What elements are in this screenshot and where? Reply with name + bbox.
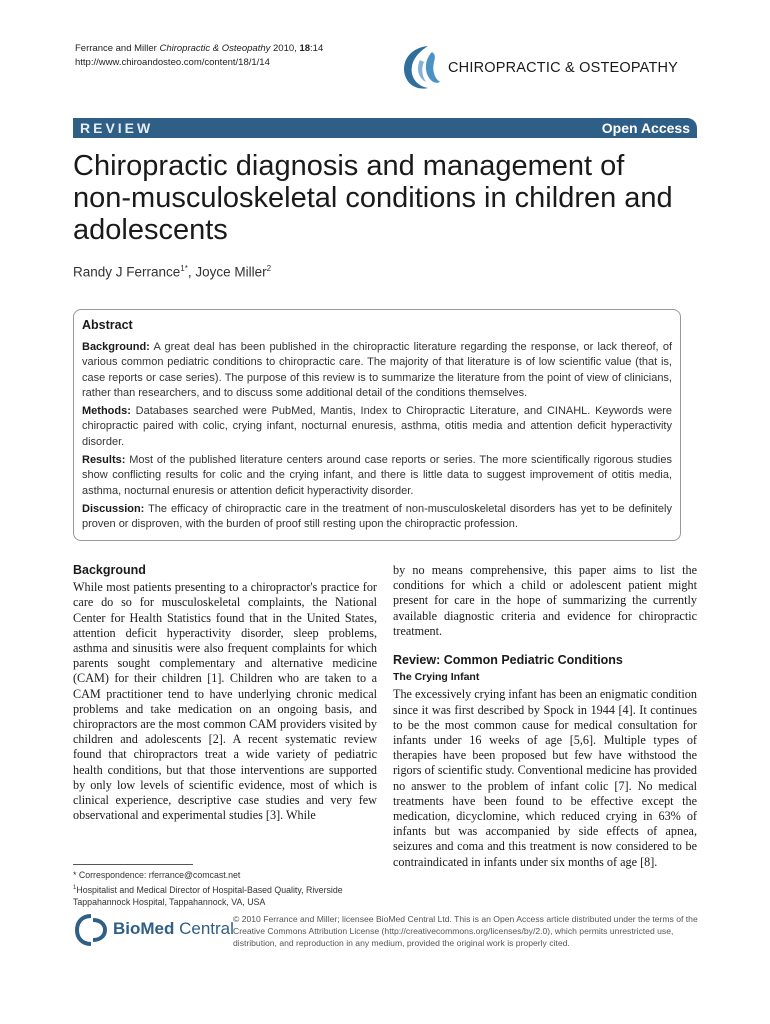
author-name[interactable]: Joyce Miller	[195, 264, 267, 280]
publisher-name: BioMed Central	[113, 919, 234, 938]
abstract-background: Background: A great deal has been published in the chiropractic literature regarding the response, or lack thereof, of various common pediatric conditions to chiropractic care. The majority of that literature is of low scientific value (that is, case reports or case series). The purpose of this review is to summarize the literature from the point of view of clinicians, rather than researchers, and to discuss some additional detail of the conditions themselves.	[82, 341, 672, 399]
citation-journal: Chiropractic & Osteopathy	[159, 43, 271, 54]
license-statement: © 2010 Ferrance and Miller; licensee BioMed Central Ltd. This is an Open Access article distributed under the terms of the Creative Commons Attribution License (http://creativecommons.org/licenses/by/2.0), which permits unrestricted use, distribution, and reproduction in any medium, provided the original work is properly cited.	[233, 914, 698, 948]
crying-infant-paragraph: The excessively crying infant has been an enigmatic condition since it was first described by Spock in 1944 [4]. It continues to be the most common cause for medical consultation for infants under 16 weeks of age [5,6]. Multiple types of therapies have been proposed but few have withstood the rigors of scientific study. Conventional medicine has provided no answer to the problem of infant colic [7]. No medical treatments have been found to be effective except the medication, dicyclomine, which reduced crying in 63% of infants but was accompanied by side effects of apnea, seizures and coma and this treatment is now considered to be contraindicated in infants under six months of age [8].	[393, 687, 697, 869]
intro-paragraph-continued: by no means comprehensive, this paper aims to list the conditions for which a child or adolescent patient might present for care in the hope of summarizing the currently available diagnostic criteria and evidence for chiropractic treatment.	[393, 563, 697, 638]
biomed-central-logo-icon	[75, 914, 109, 946]
citation-line: Ferrance and Miller Chiropractic & Osteopathy 2010, 18:14	[75, 43, 324, 54]
article-url[interactable]: http://www.chiroandosteo.com/content/18/1/14	[75, 57, 270, 68]
abstract-heading: Abstract	[82, 318, 133, 332]
affiliation-note: $^1$Hospitalist and Medical Director of Hospital-Based Quality, Riverside Tappahannock Hospital, Tappahannock, VA, USA	[73, 884, 343, 907]
correspondence-note: * Correspondence: rferrance@comcast.net	[73, 870, 241, 880]
section-heading-review: Review: Common Pediatric Conditions	[393, 653, 623, 668]
author-name[interactable]: Randy J Ferrance	[73, 264, 181, 280]
body-column-left	[73, 563, 377, 823]
journal-name: CHIROPRACTIC & OSTEOPATHY	[448, 60, 679, 76]
abstract-box	[73, 309, 681, 541]
article-type-label: REVIEW	[80, 120, 154, 136]
journal-logo-icon	[398, 42, 442, 92]
body-column-right	[393, 563, 697, 870]
abstract-discussion: Discussion: The efficacy of chiropractic care in the treatment of non-musculoskeletal disorders has yet to be definitely proven or disproven, with the burden of proof still resting upon the chiropractic profession.	[82, 502, 672, 531]
abstract-results: Results: Most of the published literature centers around case reports or series. The more scientifically rigorous studies show conflicting results for colic and the crying infant, and there is little data to suggest improvement of otitis media, asthma, nocturnal enuresis or attention deficit hyperactivity disorder.	[82, 454, 672, 497]
author-affiliation-marker: 1*	[180, 264, 188, 273]
open-access-label: Open Access	[601, 120, 690, 136]
subsection-heading-crying-infant: The Crying Infant	[393, 671, 480, 684]
article-title: Chiropractic diagnosis and management of non-musculoskeletal conditions in children and adolescents	[73, 150, 673, 246]
footnote-divider	[73, 864, 193, 865]
abstract-methods: Methods: Databases searched were PubMed, Mantis, Index to Chiropractic Literature, and CINAHL. Keywords were chiropractic paired with colic, crying infant, nocturnal enuresis, asthma, otitis media and attention deficit hyperactivity disorder.	[82, 405, 672, 448]
footnote	[73, 869, 373, 908]
citation-header	[75, 42, 323, 70]
author-list: Randy J Ferrance$^{1*}$, Joyce Miller$^2$	[73, 264, 272, 280]
background-paragraph: While most patients presenting to a chiropractor's practice for care do so for musculoskeletal complaints, the National Center for Health Statistics found that in the United States, attention deficit hyperactivity disorder, sleep problems, asthma and sinusitis were also frequent complaints for which parents sought complementary and alternative medicine (CAM) for their children [1]. Children who are taken to a CAM practitioner tend to have underlying chronic medical problems and take medication on an ongoing basis, and chiropractors are the most common CAM providers visited by children and adolescents [2]. A recent systematic review found that chiropractors treat a wide variety of pediatric health conditions, but that those interventions are supported by only low levels of scientific evidence, most of which is clinical experience, descriptive case studies and very few observational and experimental studies [3]. While	[73, 580, 377, 823]
section-heading-background: Background	[73, 563, 146, 577]
author-affiliation-marker: 2	[266, 264, 272, 273]
citation-volume: 18	[299, 43, 311, 54]
